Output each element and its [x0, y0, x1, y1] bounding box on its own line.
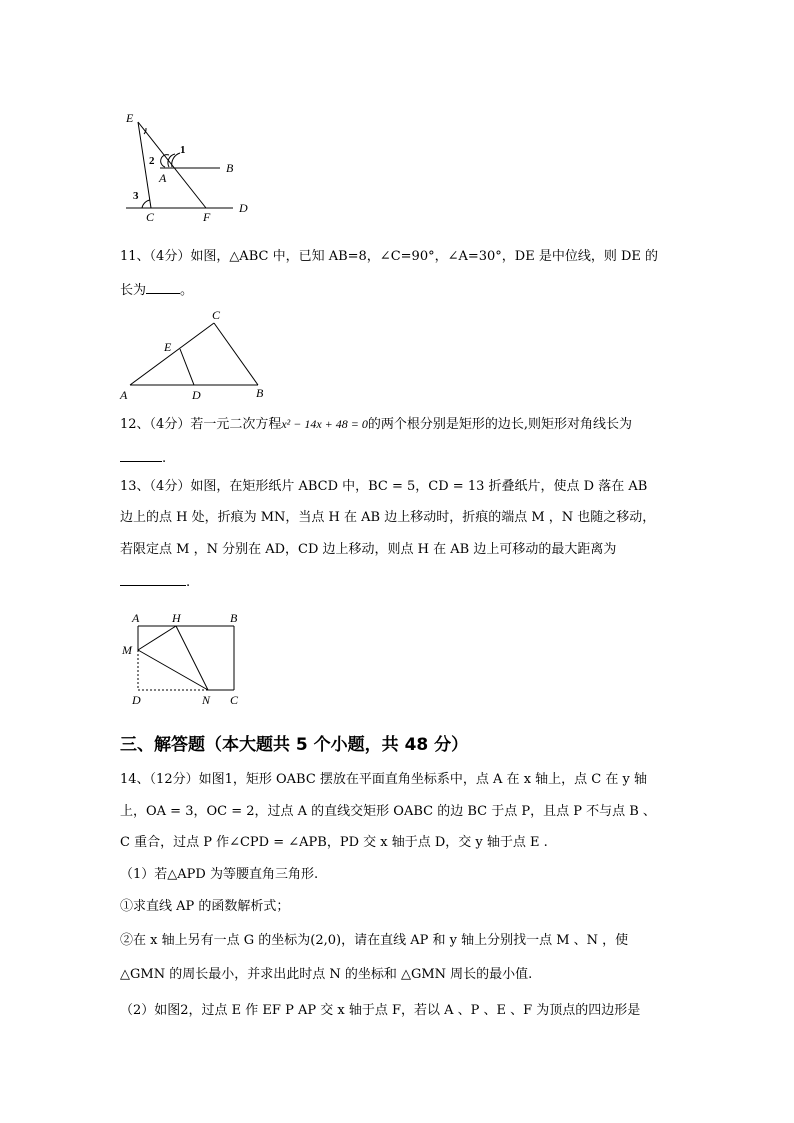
q14-text-line3: C 重合，过点 P 作∠CPD = ∠APB，PD 交 x 轴于点 D，交 y 轴于点 E .: [120, 835, 548, 850]
q14-text-line1: 14、（12分）如图1，矩形 OABC 摆放在平面直角坐标系中，点 A 在 x 轴上，点 C 在 y 轴: [120, 772, 647, 787]
label-a: A: [159, 171, 167, 185]
label-angle-2: 2: [149, 155, 155, 167]
q11-text-line1: 11、（4分）如图，△ABC 中，已知 AB=8，∠C=90°，∠A=30°，DE 是中位线，则 DE 的: [120, 249, 659, 264]
label-e: E: [164, 340, 172, 354]
label-b: B: [256, 386, 264, 400]
label-d: D: [239, 201, 248, 215]
q14-sub2b: △GMN 的周长最小，并求出此时点 N 的坐标和 △GMN 周长的最小值.: [120, 967, 533, 982]
figure-angles: [118, 108, 258, 228]
section-title: 三、解答题（本大题共 5 个小题，共 48 分）: [120, 735, 469, 755]
segment-mh: [138, 626, 176, 650]
label-c: C: [146, 210, 155, 224]
q14-text-line2: 上，OA = 3，OC = 2，过点 A 的直线交矩形 OABC 的边 BC 于点 P，且点 P 不与点 B 、: [120, 804, 656, 819]
label-b: B: [230, 611, 238, 625]
label-d: D: [132, 693, 141, 707]
q13-text-line2: 边上的点 H 处，折痕为 MN，当点 H 在 AB 边上移动时，折痕的端点 M ，N 也随之移动，: [120, 510, 656, 525]
label-angle-1: 1: [180, 144, 186, 156]
q14-part1: （1）若△APD 为等腰直角三角形.: [120, 867, 319, 882]
label-c: C: [230, 693, 239, 707]
label-d: D: [192, 388, 201, 402]
figure-rectangle-abcd: [118, 608, 258, 712]
q11-text-line2: 长为 。: [120, 283, 194, 298]
figure-triangle-abc: [118, 305, 278, 405]
side-ac: [130, 323, 214, 385]
q13-text-line4: .: [120, 573, 190, 592]
q13-text-line1: 13、（4分）如图，在矩形纸片 ABCD 中，BC = 5，CD = 13 折叠纸片，使点 D 落在 AB: [120, 479, 648, 494]
angle-3-arc: [142, 200, 150, 208]
segment-de: [180, 349, 194, 385]
label-a: A: [120, 388, 128, 402]
q12-text-line2: .: [120, 449, 166, 468]
q12-equation: x² − 14x + 48 = 0: [281, 417, 368, 431]
q14-part2: （2）如图2，过点 E 作 EF P AP 交 x 轴于点 F，若以 A 、P 、E 、F 为顶点的四边形是: [120, 1003, 641, 1018]
q14-sub1: ①求直线 AP 的函数解析式；: [120, 899, 290, 914]
label-h: H: [172, 611, 181, 625]
q13-text-line3: 若限定点 M ，N 分别在 AD，CD 边上移动，则点 H 在 AB 边上可移动的最大距离为: [120, 542, 617, 557]
label-b: B: [226, 161, 234, 175]
label-c: C: [212, 308, 221, 322]
label-angle-3: 3: [133, 190, 139, 202]
side-cb: [214, 323, 258, 385]
label-a: A: [132, 611, 140, 625]
label-e: E: [126, 111, 134, 125]
q12-text-line1: 12、（4分）若一元二次方程x² − 14x + 48 = 0的两个根分别是矩形的边长,则矩形对角线长为: [120, 417, 633, 432]
label-m: M: [122, 643, 132, 657]
label-n: N: [202, 693, 211, 707]
q14-sub2: ②在 x 轴上另有一点 G 的坐标为(2,0)，请在直线 AP 和 y 轴上分别找一点 M 、N ，使: [120, 933, 629, 948]
answer-blank: [120, 449, 162, 462]
label-f: F: [203, 210, 211, 224]
answer-blank: [120, 573, 186, 586]
answer-blank: [146, 281, 180, 294]
